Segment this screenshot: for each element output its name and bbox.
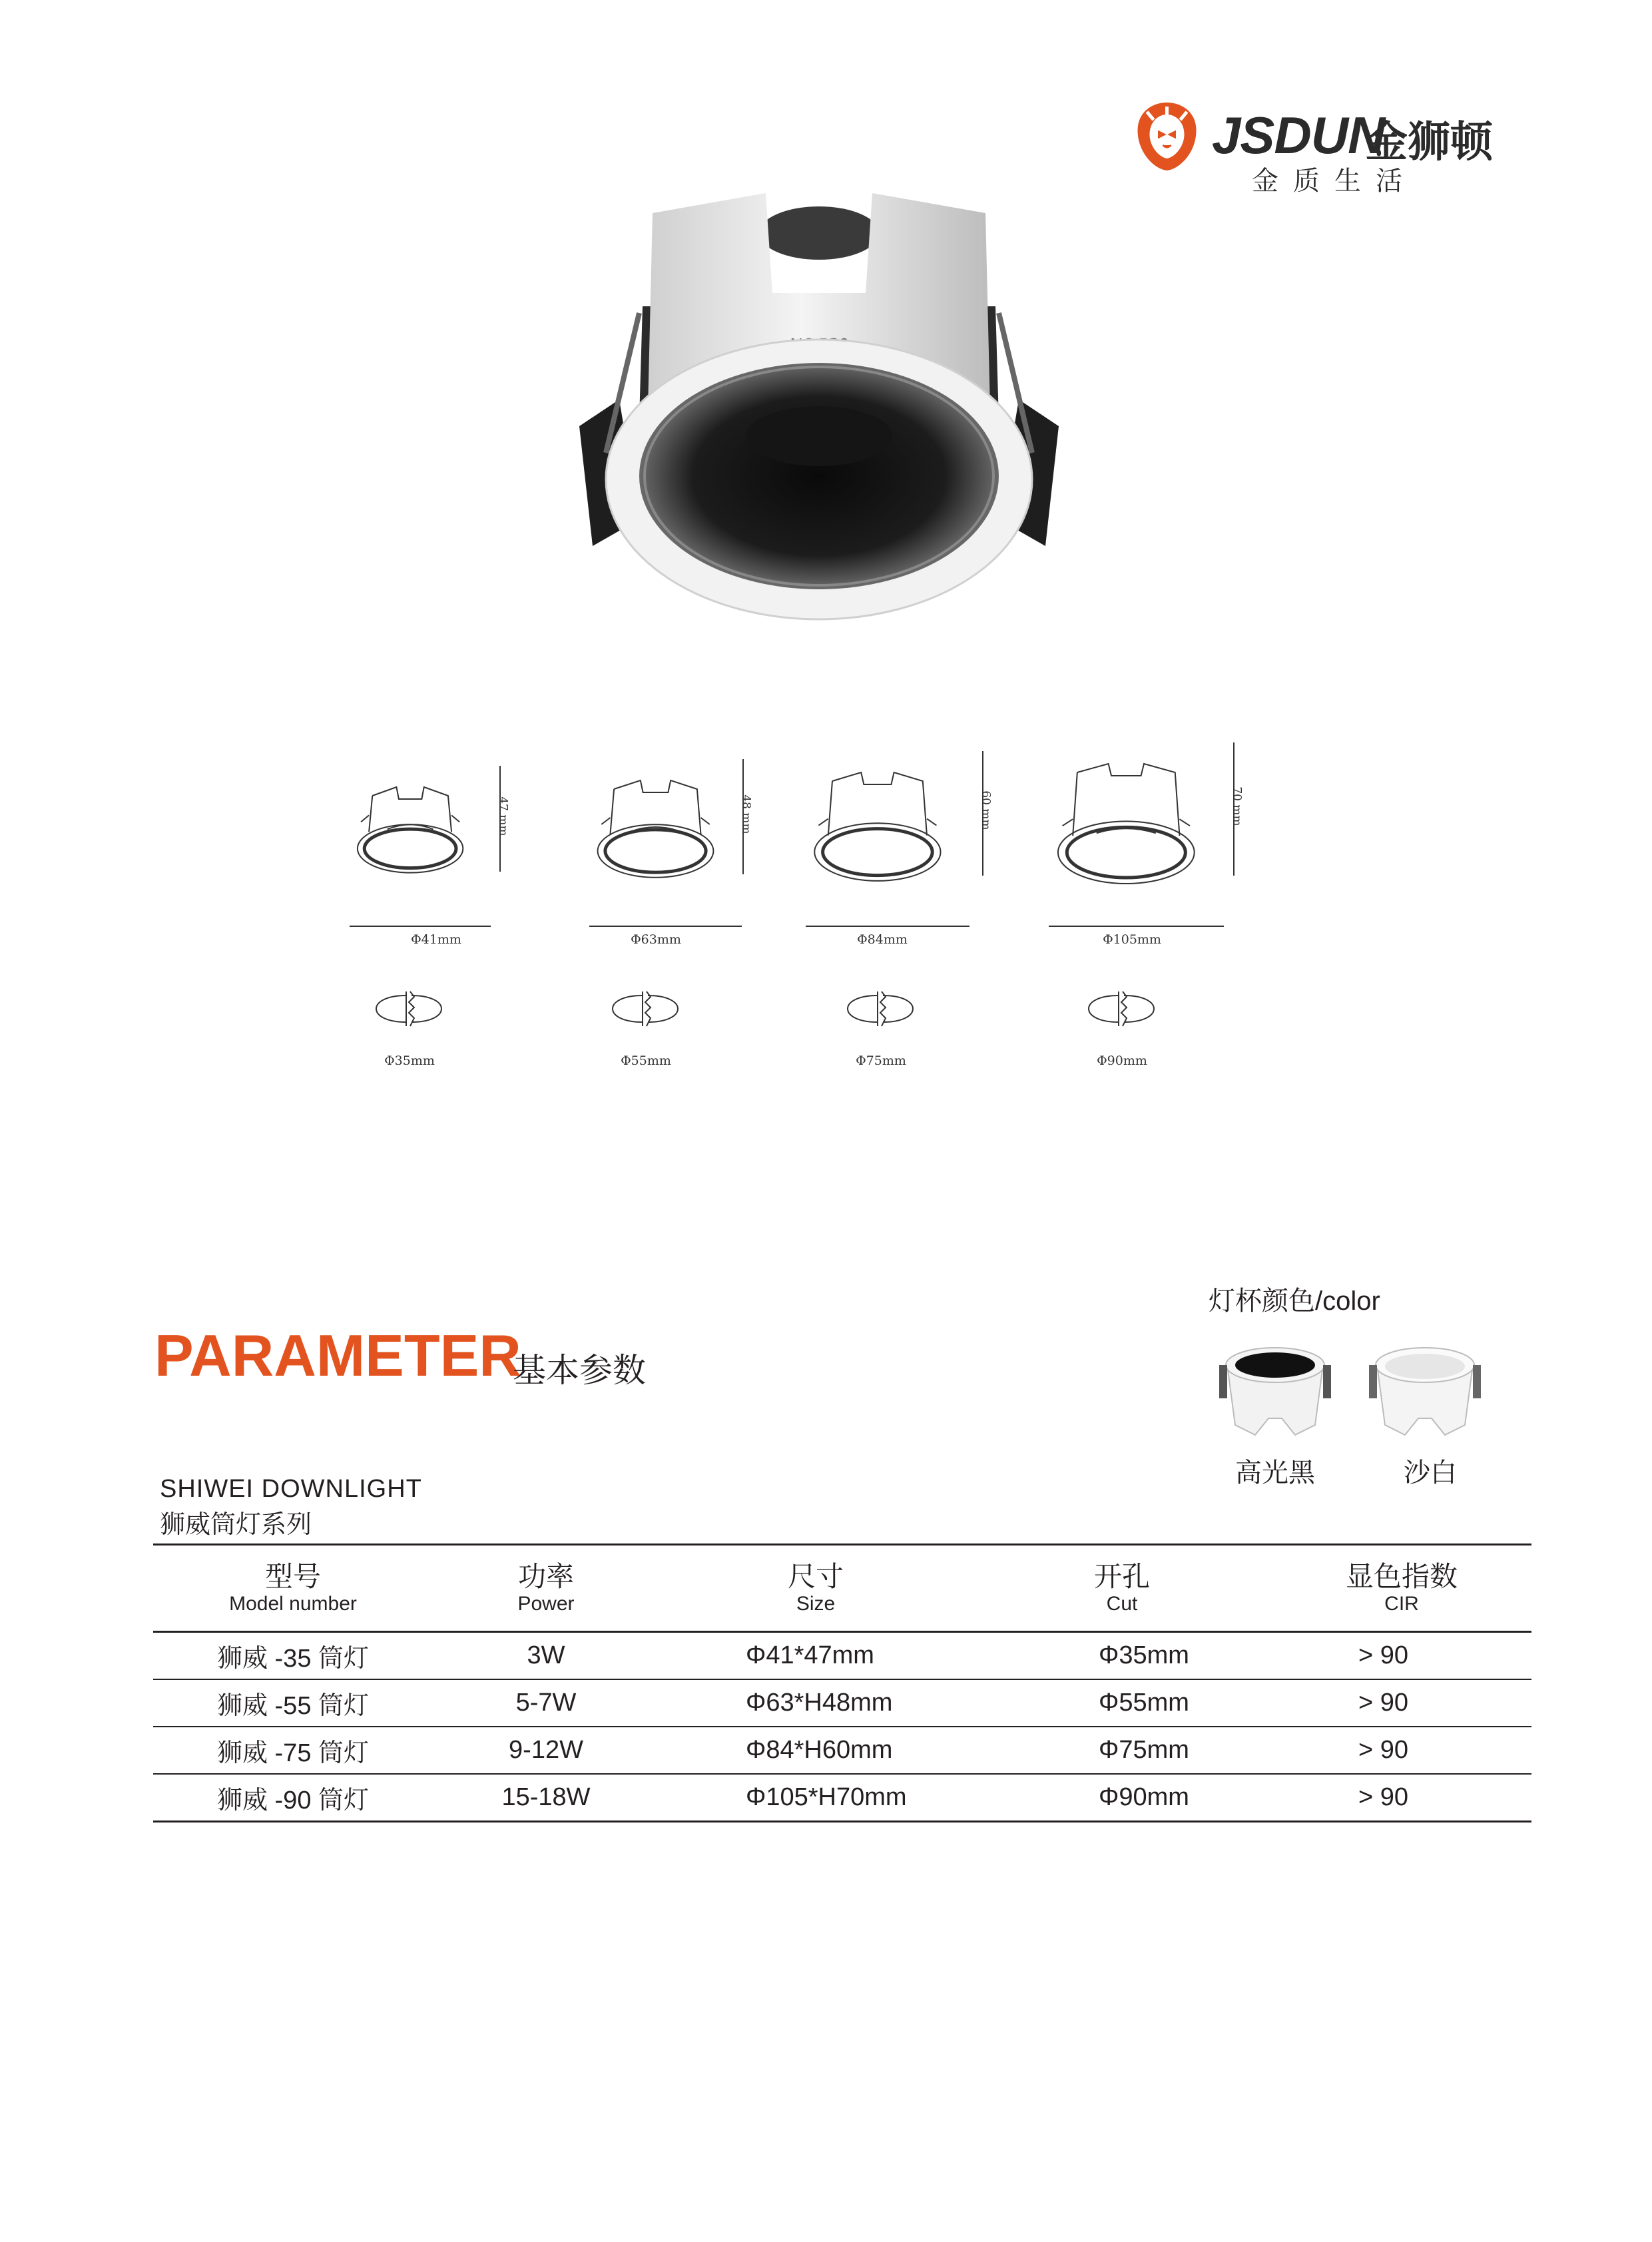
logo-wordmark: JSDUN bbox=[1212, 106, 1385, 164]
parameter-title: PARAMETER bbox=[154, 1322, 521, 1388]
table-row bbox=[153, 1632, 1531, 1680]
cutout-icon bbox=[1085, 989, 1159, 1029]
cell-model: 狮威 -90 筒灯 bbox=[153, 1774, 433, 1822]
cup-white-swatch bbox=[1365, 1338, 1485, 1438]
cell-size: Φ105*H70mm bbox=[659, 1774, 972, 1822]
cell-power: 5-7W bbox=[433, 1679, 659, 1727]
parameter-table bbox=[153, 1543, 1531, 1822]
cell-cut: Φ55mm bbox=[972, 1679, 1272, 1727]
cutout-icon bbox=[844, 989, 918, 1029]
cell-cir: > 90 bbox=[1272, 1727, 1531, 1774]
cell-cut: Φ90mm bbox=[972, 1774, 1272, 1822]
cutout-label: Φ35mm bbox=[384, 1053, 435, 1068]
height-label: 48 mm bbox=[739, 794, 753, 834]
diameter-dimension-line bbox=[806, 926, 969, 927]
brand-slogan: 金质生活 bbox=[1252, 166, 1417, 196]
diameter-dimension-line bbox=[1049, 926, 1224, 927]
dimension-drawing bbox=[579, 759, 779, 932]
cell-cut: Φ75mm bbox=[972, 1727, 1272, 1774]
diameter-dimension-line bbox=[350, 926, 491, 927]
color-options-title: 灯杯颜色/color bbox=[1209, 1286, 1380, 1316]
table-header-row bbox=[153, 1545, 1531, 1632]
header-cir: 显色指数 CIR bbox=[1272, 1545, 1531, 1632]
height-label: 60 mm bbox=[979, 790, 993, 830]
diameter-label: Φ63mm bbox=[631, 932, 681, 947]
series-name-en: SHIWEI DOWNLIGHT bbox=[160, 1475, 422, 1503]
cutout-label: Φ90mm bbox=[1097, 1053, 1147, 1068]
cell-power: 3W bbox=[433, 1632, 659, 1680]
cell-size: Φ41*47mm bbox=[659, 1632, 972, 1680]
cell-cir: > 90 bbox=[1272, 1679, 1531, 1727]
diameter-label: Φ41mm bbox=[411, 932, 461, 947]
lion-icon bbox=[1132, 100, 1202, 173]
cutout-icon bbox=[373, 989, 446, 1029]
cutout-label: Φ75mm bbox=[856, 1053, 906, 1068]
header-size: 尺寸 Size bbox=[659, 1545, 972, 1632]
diameter-label: Φ105mm bbox=[1103, 932, 1161, 947]
header-cut: 开孔 Cut bbox=[972, 1545, 1272, 1632]
color-option-black: 高光黑 bbox=[1235, 1458, 1315, 1488]
diameter-dimension-line bbox=[589, 926, 742, 927]
cell-model: 狮威 -35 筒灯 bbox=[153, 1632, 433, 1680]
parameter-title-cn: 基本参数 bbox=[513, 1352, 646, 1389]
brand-logo bbox=[1132, 93, 1505, 200]
header-model: 型号 Model number bbox=[153, 1545, 433, 1632]
color-option-white: 沙白 bbox=[1404, 1458, 1457, 1488]
cutout-icon bbox=[609, 989, 683, 1029]
cell-cir: > 90 bbox=[1272, 1774, 1531, 1822]
cutout-label: Φ55mm bbox=[621, 1053, 671, 1068]
table-row bbox=[153, 1774, 1531, 1822]
cup-black-swatch bbox=[1215, 1338, 1335, 1438]
cell-model: 狮威 -75 筒灯 bbox=[153, 1727, 433, 1774]
table-row bbox=[153, 1727, 1531, 1774]
cell-model: 狮威 -55 筒灯 bbox=[153, 1679, 433, 1727]
height-label: 70 mm bbox=[1230, 786, 1244, 826]
cell-cir: > 90 bbox=[1272, 1632, 1531, 1680]
height-label: 47 mm bbox=[496, 796, 510, 836]
logo-chinese-name: 金狮顿 bbox=[1365, 118, 1493, 166]
series-name-cn: 狮威筒灯系列 bbox=[160, 1511, 312, 1539]
dimension-drawing bbox=[796, 751, 995, 924]
diameter-label: Φ84mm bbox=[857, 932, 908, 947]
cell-size: Φ84*H60mm bbox=[659, 1727, 972, 1774]
table-row bbox=[153, 1679, 1531, 1727]
header-power: 功率 Power bbox=[433, 1545, 659, 1632]
dimension-drawing bbox=[1039, 742, 1239, 916]
downlight-product-photo bbox=[566, 173, 1072, 653]
cell-power: 9-12W bbox=[433, 1727, 659, 1774]
cell-size: Φ63*H48mm bbox=[659, 1679, 972, 1727]
dimension-drawing bbox=[340, 766, 539, 939]
cell-cut: Φ35mm bbox=[972, 1632, 1272, 1680]
cell-power: 15-18W bbox=[433, 1774, 659, 1822]
